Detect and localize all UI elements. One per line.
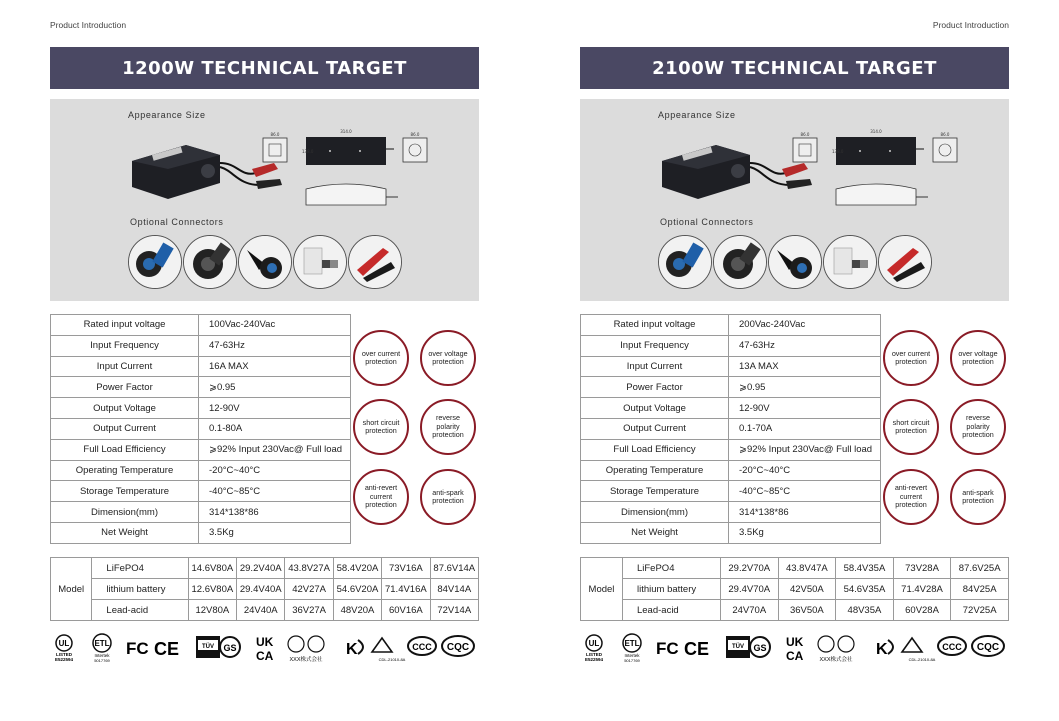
spec-key: Output Voltage — [51, 398, 199, 419]
ukca-icon — [256, 635, 274, 663]
spec-value: 47-63Hz — [199, 335, 351, 356]
spec-value: 16A MAX — [199, 356, 351, 377]
ul-icon — [585, 635, 604, 662]
ce-icon: CE — [154, 639, 180, 659]
spec-value: 12-90V — [729, 398, 881, 419]
protection-badge: anti-revert current protection — [353, 469, 409, 525]
svg-text:GS: GS — [223, 643, 237, 653]
model-cell: 42V50A — [778, 579, 836, 600]
cb-cert-text: XXX株式会社 — [819, 657, 853, 663]
spec-key: Output Current — [581, 418, 729, 439]
certification-logos — [50, 632, 479, 664]
connector-black-round — [713, 235, 767, 289]
spec-key: Input Current — [51, 356, 199, 377]
saa-cert-text: CDL-21010-8A — [378, 657, 406, 662]
model-cell: 54.6V35A — [836, 579, 894, 600]
model-cell: 87.6V25A — [951, 558, 1009, 579]
table-row — [581, 600, 1009, 621]
spec-value: -40°C~85°C — [729, 481, 881, 502]
spec-key: Output Current — [51, 418, 199, 439]
model-cell: 48V35A — [836, 600, 894, 621]
model-cell: 12.6V80A — [188, 579, 236, 600]
model-cell: 60V28A — [893, 600, 951, 621]
svg-text:TÜV: TÜV — [202, 644, 214, 650]
model-cell: 14.6V80A — [188, 558, 236, 579]
model-label: Model — [581, 558, 623, 621]
connector-black-round — [183, 235, 237, 289]
spec-value: ⩾0.95 — [199, 377, 351, 398]
cb-icon — [818, 636, 854, 663]
top-view-drawing — [300, 177, 398, 211]
table-row — [581, 356, 881, 377]
table-row — [51, 600, 479, 621]
ul-icon — [55, 635, 74, 662]
model-cell: 24V70A — [720, 600, 778, 621]
spec-value: 3.5Kg — [199, 522, 351, 543]
connector-angled — [768, 235, 822, 289]
back-dim-label: 86.0 — [410, 132, 420, 137]
model-cell: 48V20A — [333, 600, 381, 621]
table-row — [581, 558, 1009, 579]
certification-logos — [580, 632, 1009, 664]
side-height-label: 138.0 — [302, 149, 314, 154]
chemistry-label: LiFePO4 — [92, 558, 188, 579]
side-height-label: 138.0 — [832, 149, 844, 154]
model-cell: 58.4V35A — [836, 558, 894, 579]
table-row — [51, 481, 351, 502]
ccc-icon — [938, 637, 966, 655]
cb-cert-text: XXX株式会社 — [289, 657, 323, 663]
chemistry-label: LiFePO4 — [622, 558, 720, 579]
model-cell: 73V28A — [893, 558, 951, 579]
table-row — [51, 377, 351, 398]
spec-key: Dimension(mm) — [581, 502, 729, 523]
protection-badge: short circuit protection — [353, 399, 409, 455]
panel-title: 2100W TECHNICAL TARGET — [580, 47, 1009, 89]
back-dim-label: 86.0 — [940, 132, 950, 137]
model-cell: 72V14A — [430, 600, 478, 621]
table-row — [51, 418, 351, 439]
spec-value: -20°C~40°C — [729, 460, 881, 481]
protection-badge: over voltage protection — [950, 330, 1006, 386]
svg-text:CQC: CQC — [446, 642, 470, 653]
table-row — [581, 502, 881, 523]
svg-text:K: K — [346, 641, 358, 658]
model-cell: 43.8V27A — [285, 558, 333, 579]
appearance-label: Appearance Size — [658, 110, 736, 120]
table-row — [51, 558, 479, 579]
connectors-label: Optional Connectors — [130, 217, 224, 227]
front-view-drawing — [792, 132, 818, 164]
spec-value: 47-63Hz — [729, 335, 881, 356]
model-table — [580, 557, 1009, 621]
spec-key: Storage Temperature — [581, 481, 729, 502]
etl-number-text: 5017769 — [94, 658, 110, 663]
chemistry-label: lithium battery — [622, 579, 720, 600]
model-cell: 43.8V47A — [778, 558, 836, 579]
side-view-drawing — [830, 127, 924, 169]
etl-icon — [93, 634, 111, 663]
panel-title: 1200W TECHNICAL TARGET — [50, 47, 479, 89]
appearance-section — [580, 99, 1009, 301]
spec-key: Rated input voltage — [581, 315, 729, 336]
table-row — [51, 335, 351, 356]
svg-text:UK: UK — [786, 635, 804, 649]
model-cell: 54.6V20A — [333, 579, 381, 600]
header-right: Product Introduction — [932, 20, 1009, 30]
table-row — [51, 579, 479, 600]
spec-key: Operating Temperature — [51, 460, 199, 481]
model-cell: 84V25A — [951, 579, 1009, 600]
top-view-drawing — [830, 177, 928, 211]
header-left: Product Introduction — [50, 20, 127, 30]
spec-key: Operating Temperature — [581, 460, 729, 481]
table-row — [51, 398, 351, 419]
model-cell: 29.2V40A — [237, 558, 285, 579]
front-dim-label: 86.0 — [270, 132, 280, 137]
spec-value: -40°C~85°C — [199, 481, 351, 502]
model-label: Model — [51, 558, 92, 621]
spec-value: 3.5Kg — [729, 522, 881, 543]
chemistry-label: lithium battery — [92, 579, 188, 600]
svg-text:ETL: ETL — [624, 639, 640, 648]
etl-number-text: 5017769 — [624, 658, 640, 663]
chemistry-label: Lead-acid — [92, 600, 188, 621]
cqc-icon — [972, 636, 1004, 656]
table-row — [581, 579, 1009, 600]
svg-text:CA: CA — [256, 649, 274, 663]
table-row — [581, 522, 881, 543]
back-view-drawing — [932, 132, 958, 164]
model-cell: 42V27A — [285, 579, 333, 600]
saa-icon — [902, 638, 936, 662]
svg-text:UK: UK — [256, 635, 274, 649]
protection-badge: reverse polarity protection — [950, 399, 1006, 455]
chemistry-label: Lead-acid — [622, 600, 720, 621]
spec-value: 0.1-80A — [199, 418, 351, 439]
table-row — [581, 439, 881, 460]
fc-icon: FC — [126, 639, 149, 658]
spec-key: Full Load Efficiency — [51, 439, 199, 460]
connector-angled — [238, 235, 292, 289]
spec-key: Power Factor — [51, 377, 199, 398]
spec-value: -20°C~40°C — [199, 460, 351, 481]
model-cell: 36V50A — [778, 600, 836, 621]
model-cell: 71.4V16A — [382, 579, 430, 600]
spec-table — [50, 314, 351, 544]
spec-value: ⩾92% Input 230Vac@ Full load — [729, 439, 881, 460]
spec-value: ⩾92% Input 230Vac@ Full load — [199, 439, 351, 460]
kc-icon — [346, 640, 363, 658]
protection-badge: over voltage protection — [420, 330, 476, 386]
side-length-label: 314.0 — [340, 129, 352, 134]
spec-key: Net Weight — [581, 522, 729, 543]
model-cell: 29.4V40A — [237, 579, 285, 600]
table-row — [581, 335, 881, 356]
spec-value: 12-90V — [199, 398, 351, 419]
spec-value: 314*138*86 — [729, 502, 881, 523]
ccc-icon — [408, 637, 436, 655]
model-cell: 29.4V70A — [720, 579, 778, 600]
svg-text:GS: GS — [753, 643, 767, 653]
model-cell: 29.2V70A — [720, 558, 778, 579]
model-cell: 60V16A — [382, 600, 430, 621]
side-length-label: 314.0 — [870, 129, 882, 134]
side-view-drawing — [300, 127, 394, 169]
spec-key: Input Current — [581, 356, 729, 377]
table-row — [51, 460, 351, 481]
spec-key: Storage Temperature — [51, 481, 199, 502]
spec-key: Net Weight — [51, 522, 199, 543]
spec-value: 0.1-70A — [729, 418, 881, 439]
svg-text:UL: UL — [58, 639, 70, 648]
table-row — [581, 481, 881, 502]
ul-listed-text: LISTED — [585, 652, 603, 657]
table-row — [581, 315, 881, 336]
table-row — [51, 315, 351, 336]
tuv-gs-icon — [196, 636, 240, 658]
fc-icon: FC — [656, 639, 679, 658]
protection-badge: over current protection — [353, 330, 409, 386]
connector-alligator-clips — [348, 235, 402, 289]
table-row — [581, 418, 881, 439]
svg-text:UL: UL — [588, 639, 600, 648]
protection-badge: over current protection — [883, 330, 939, 386]
model-cell: 36V27A — [285, 600, 333, 621]
ul-file-text: E522594 — [54, 657, 74, 662]
back-view-drawing — [402, 132, 428, 164]
spec-value: 314*138*86 — [199, 502, 351, 523]
model-cell: 87.6V14A — [430, 558, 478, 579]
appearance-label: Appearance Size — [128, 110, 206, 120]
spec-key: Input Frequency — [581, 335, 729, 356]
ce-icon: CE — [684, 639, 710, 659]
protection-badge: anti-spark protection — [420, 469, 476, 525]
model-cell: 84V14A — [430, 579, 478, 600]
front-dim-label: 86.0 — [800, 132, 810, 137]
ukca-icon — [786, 635, 804, 663]
etl-icon — [623, 634, 641, 663]
panel-2100w — [580, 47, 1009, 663]
spec-table — [580, 314, 881, 544]
connector-blue-round — [658, 235, 712, 289]
spec-value: 100Vac-240Vac — [199, 315, 351, 336]
table-row — [51, 502, 351, 523]
etl-brand-text: Intertek — [94, 653, 110, 658]
protection-badge: reverse polarity protection — [420, 399, 476, 455]
ul-file-text: E522594 — [584, 657, 604, 662]
spec-key: Dimension(mm) — [51, 502, 199, 523]
svg-text:TÜV: TÜV — [732, 644, 744, 650]
connector-blue-round — [128, 235, 182, 289]
kc-icon — [876, 640, 893, 658]
tuv-gs-icon — [726, 636, 770, 658]
spec-key: Power Factor — [581, 377, 729, 398]
table-row — [51, 356, 351, 377]
saa-icon — [372, 638, 406, 662]
spec-value: ⩾0.95 — [729, 377, 881, 398]
connector-anderson — [293, 235, 347, 289]
spec-value: 13A MAX — [729, 356, 881, 377]
svg-text:CCC: CCC — [942, 642, 962, 652]
appearance-section — [50, 99, 479, 301]
svg-text:K: K — [876, 641, 888, 658]
spec-key: Rated input voltage — [51, 315, 199, 336]
connector-alligator-clips — [878, 235, 932, 289]
table-row — [51, 439, 351, 460]
saa-cert-text: CDL-21010-8A — [908, 657, 936, 662]
cqc-icon — [442, 636, 474, 656]
spec-key: Full Load Efficiency — [581, 439, 729, 460]
svg-text:CA: CA — [786, 649, 804, 663]
model-cell: 71.4V28A — [893, 579, 951, 600]
spec-value: 200Vac-240Vac — [729, 315, 881, 336]
model-cell: 73V16A — [382, 558, 430, 579]
protection-badge: anti-revert current protection — [883, 469, 939, 525]
svg-text:CQC: CQC — [976, 642, 1000, 653]
connectors-label: Optional Connectors — [660, 217, 754, 227]
model-cell: 12V80A — [188, 600, 236, 621]
panel-1200w — [50, 47, 479, 663]
svg-text:ETL: ETL — [94, 639, 110, 648]
etl-brand-text: Intertek — [624, 653, 640, 658]
protection-badge: anti-spark protection — [950, 469, 1006, 525]
ul-listed-text: LISTED — [55, 652, 73, 657]
connector-anderson — [823, 235, 877, 289]
spec-key: Output Voltage — [581, 398, 729, 419]
spec-key: Input Frequency — [51, 335, 199, 356]
table-row — [51, 522, 351, 543]
svg-text:CCC: CCC — [412, 642, 432, 652]
model-table — [50, 557, 479, 621]
model-cell: 72V25A — [951, 600, 1009, 621]
cb-icon — [288, 636, 324, 663]
model-cell: 24V40A — [237, 600, 285, 621]
table-row — [581, 398, 881, 419]
front-view-drawing — [262, 132, 288, 164]
protection-badge: short circuit protection — [883, 399, 939, 455]
table-row — [581, 377, 881, 398]
model-cell: 58.4V20A — [333, 558, 381, 579]
table-row — [581, 460, 881, 481]
